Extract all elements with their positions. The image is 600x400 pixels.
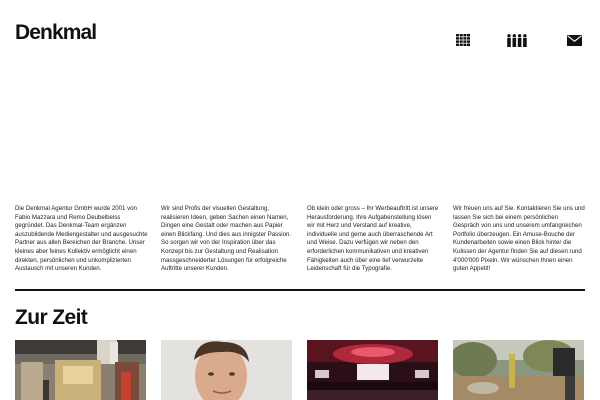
project-thumbnail-portrait[interactable]: [161, 340, 292, 400]
intro-text-profis: Wir sind Profis der visuellen Gestaltung, realisieren Ideen, geben Sachen einen Namen, Dingen eine Gestalt oder machen aus Papier einen Blickfang. Und dies aus innigster Passion. So sorgen wir von der Inspiration über das Konzept bis zur Gestaltung und Realisation massgeschneiderter Lösungen für erfolgreiche Auftritte unserer Kunden.: [161, 205, 292, 273]
mail-icon[interactable]: [567, 35, 582, 49]
intro-text-challenge: Ob klein oder gross – Ihr Werbeauftritt ist unsere Herausforderung. Ihre Aufgabenstellung lösen wir mit Herz und Verstand auf kreative, individuelle und gerne auch überraschende Art und Weise. Dazu verfügen wir neben den erforderlichen kommunikativen und kreativen Fähigkeiten auch über eine tief verwurzelte Leidenschaft für die Typografie.: [307, 205, 439, 273]
project-thumbnail-exhibition[interactable]: [15, 340, 146, 400]
section-divider: [15, 289, 585, 291]
project-thumbnail-outdoor[interactable]: [453, 340, 584, 400]
team-icon[interactable]: [506, 34, 528, 48]
logo[interactable]: Denkmal: [15, 21, 97, 44]
grid-icon[interactable]: [456, 34, 470, 48]
intro-text-contact: Wir freuen uns auf Sie. Kontaktieren Sie uns und lassen Sie sich bei einem persönlichen Gespräch von uns und unserem umfangreichen Portfolio überzeugen. Ein Amuse-Bouche der Kundenarbeiten sowie einen Blick hinter die Kulissen der Agentur finden Sie auf diesen rund 4'000'000 Pixeln. Wir wünschen Ihnen einen guten Appetit!: [453, 205, 585, 273]
project-thumbnail-event[interactable]: [307, 340, 438, 400]
section-title-zur-zeit: Zur Zeit: [15, 306, 88, 329]
intro-text-about: Die Denkmal Agentur GmbH wurde 2001 von Fabio Mazzara und Remo Deubelbeiss gegründet. Das Denkmal-Team ergänzen auszubildende Mediengestalter und ausgesuchte Partner aus allen Bereichen der Branche. Unser kleines aber feines Kollektiv ermöglicht einen direkten, persönlichen und unkomplizierten Austausch mit unseren Kunden.: [15, 205, 148, 273]
